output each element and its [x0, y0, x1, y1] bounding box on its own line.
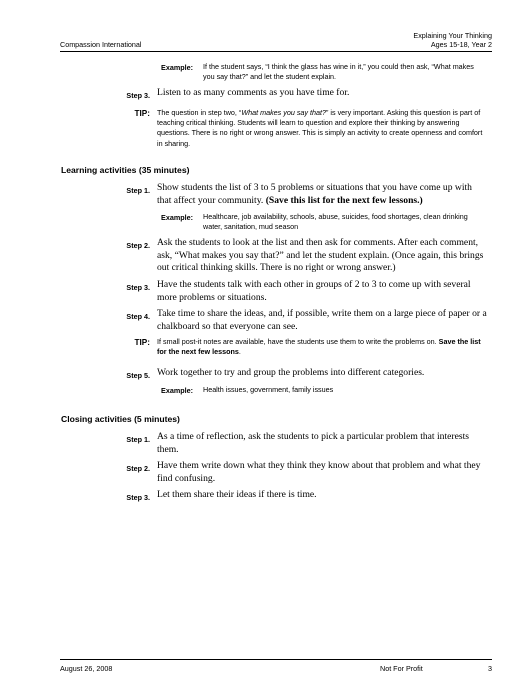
- tip-text: The question in step two, “What makes you say that?” is very important. Asking this question is part of teaching critical thinking. Students will learn to question and explore their thinking by answering questions. There is no right or wrong answer. This is simply an activity to create openness and comfort in sharing.: [157, 108, 483, 148]
- step-label: Step 2.: [126, 241, 150, 250]
- header-subtitle: Ages 15-18, Year 2: [430, 40, 492, 49]
- step-text: Ask the students to look at the list and then ask for comments. After each comment, ask, “What makes you say that?” and let the student explain. (Once again, this brings out critical thinking skills. There is no right or wrong answer.): [157, 237, 484, 274]
- example-label: Example:: [161, 63, 193, 72]
- example-label: Example:: [161, 386, 193, 395]
- step-label: Step 2.: [126, 464, 150, 473]
- step-label: Step 3.: [126, 91, 150, 100]
- step-label: Step 3.: [126, 283, 150, 292]
- header-divider: [60, 51, 492, 52]
- footer-label: Not For Profit: [380, 664, 423, 673]
- step-text: Take time to share the ideas, and, if possible, write them on a large piece of paper or a chalkboard so that everyone can see.: [157, 308, 487, 332]
- step-text: Work together to try and group the problems into different categories.: [157, 367, 425, 378]
- step-text: Listen to as many comments as you have time for.: [157, 87, 350, 98]
- section-heading-learning: Learning activities (35 minutes): [61, 165, 190, 175]
- example-text: Health issues, government, family issues: [203, 385, 334, 394]
- step-text: As a time of reflection, ask the students to pick a particular problem that interests them.: [157, 431, 469, 455]
- step-text: Let them share their ideas if there is time.: [157, 489, 317, 500]
- header-organization: Compassion International: [60, 40, 142, 49]
- header-title: Explaining Your Thinking: [413, 31, 492, 40]
- step-label: Step 3.: [126, 493, 150, 502]
- step-text: Have them write down what they think they know about that problem and what they find confusing.: [157, 460, 481, 484]
- step-label: Step 1.: [126, 186, 150, 195]
- step-label: Step 5.: [126, 371, 150, 380]
- example-text: Healthcare, job availability, schools, abuse, suicides, food shortages, clean drinking water, sanitation, mud season: [203, 212, 468, 232]
- step-text: Show students the list of 3 to 5 problems or situations that you have come up with that affect your community. (Save this list for the next few lessons.): [157, 182, 472, 206]
- tip-text: If small post-it notes are available, have the students use them to write the problems on. Save the list for the next few lessons.: [157, 337, 481, 357]
- example-text: If the student says, “I think the glass has wine in it,” you could then ask, “What makes you say that?” and let the student explain.: [203, 62, 474, 82]
- step-label: Step 1.: [126, 435, 150, 444]
- footer-date: August 26, 2008: [60, 664, 113, 673]
- section-heading-closing: Closing activities (5 minutes): [61, 414, 180, 424]
- example-label: Example:: [161, 213, 193, 222]
- tip-label: TIP:: [134, 109, 150, 118]
- step-label: Step 4.: [126, 312, 150, 321]
- step-text: Have the students talk with each other in groups of 2 to 3 to come up with several more problems or situations.: [157, 279, 471, 303]
- page-number: 3: [488, 664, 492, 673]
- tip-label: TIP:: [134, 338, 150, 347]
- footer-divider: [60, 659, 492, 660]
